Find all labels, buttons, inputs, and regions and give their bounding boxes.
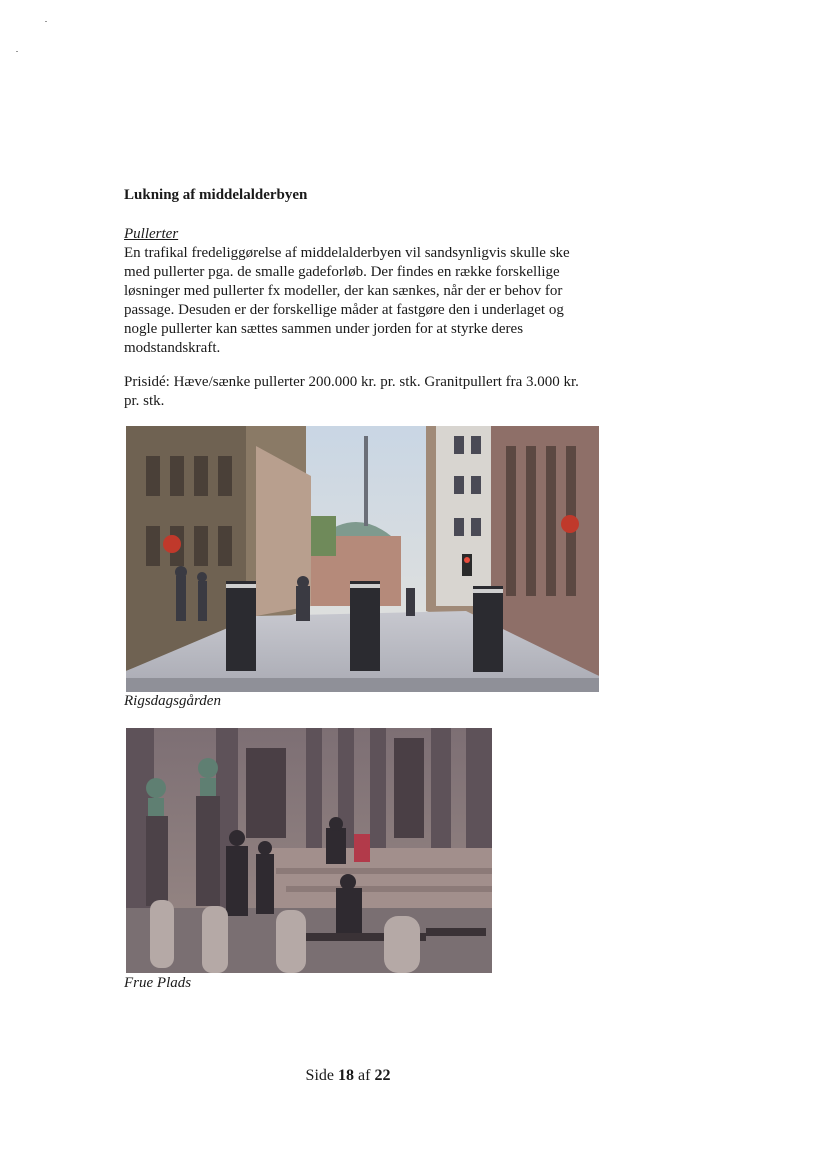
scan-speck bbox=[45, 21, 47, 22]
subsection-heading: Pullerter bbox=[124, 226, 179, 242]
figure-caption: Rigsdagsgården bbox=[124, 693, 221, 709]
body-paragraph: En trafikal fredeliggørelse af middelalderbyen vil sandsynligvis skulle ske med pullerter pga. de smalle gadeforløb. Der findes en række forskellige løsninger med pullerter fx modeller, der kan sænkes, når der er behov for passage. Desuden er der forskellige måder at fastgøre den i underlaget og nogle pullerter kan sættes sammen under jorden for at styrke deres modstandskraft. bbox=[124, 245, 570, 356]
page-number bbox=[0, 1067, 696, 1085]
page-number-total: 22 bbox=[374, 1067, 391, 1084]
price-paragraph: Prisidé: Hæve/sænke pullerter 200.000 kr. pr. stk. Granitpullert fra 3.000 kr. pr. stk. bbox=[124, 374, 579, 409]
photo-frue-plads bbox=[126, 728, 492, 973]
page-number-of-label: af bbox=[358, 1067, 371, 1084]
figure-caption: Frue Plads bbox=[124, 975, 192, 991]
photo-rigsdagsgaarden bbox=[126, 426, 599, 692]
page-number-current: 18 bbox=[338, 1067, 354, 1084]
scan-speck bbox=[16, 51, 18, 52]
page-number-side-label: Side bbox=[305, 1067, 334, 1084]
section-heading: Lukning af middelalderbyen bbox=[124, 187, 308, 203]
